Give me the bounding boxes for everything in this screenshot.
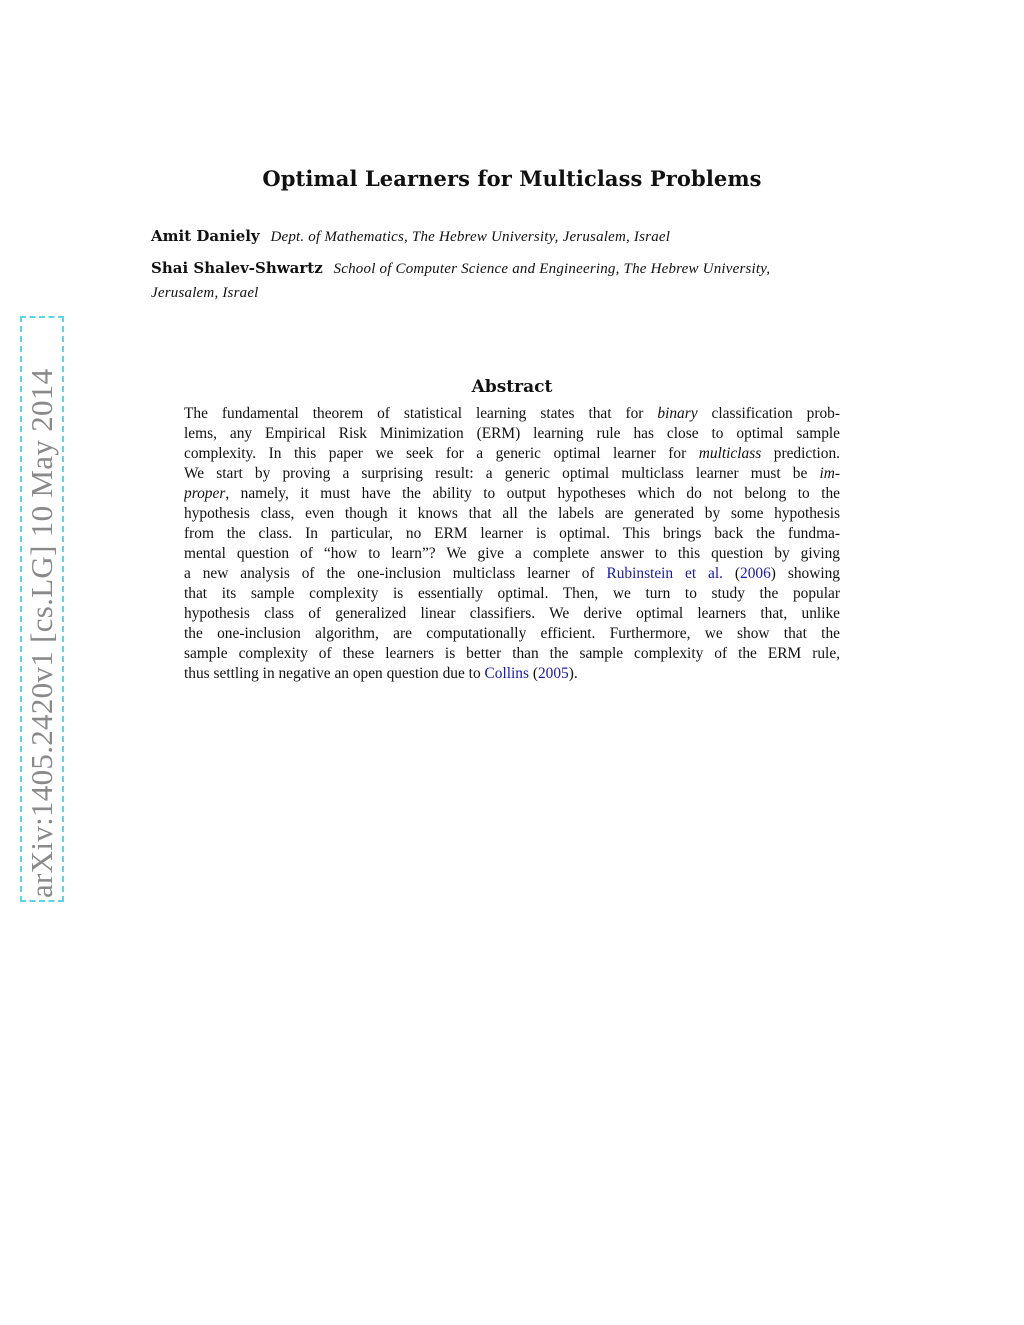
abstract-line: We start by proving a surprising result: a generic optimal multiclass learner must be im-: [184, 465, 840, 482]
abstract-heading: Abstract: [471, 377, 553, 397]
abstract-line: sample complexity of these learners is better than the sample complexity of the ERM rule,: [184, 645, 840, 662]
abstract-line: hypothesis class of generalized linear classifiers. We derive optimal learners that, unlike: [184, 605, 840, 622]
abstract-line: mental question of “how to learn”? We give a complete answer to this question by giving: [184, 545, 840, 562]
abstract-line: hypothesis class, even though it knows that all the labels are generated by some hypothesis: [184, 505, 840, 522]
paper-title: Optimal Learners for Multiclass Problems: [262, 166, 762, 191]
abstract-line: proper, namely, it must have the ability to output hypotheses which do not belong to the: [184, 485, 840, 502]
author-affiliation-continued: Jerusalem, Israel: [151, 285, 259, 301]
abstract-line: The fundamental theorem of statistical learning states that for binary classification prob-: [184, 405, 840, 422]
author-block-1: [151, 225, 881, 249]
abstract-line: complexity. In this paper we seek for a generic optimal learner for multiclass prediction.: [184, 445, 840, 462]
author-name: Amit Daniely: [151, 227, 260, 245]
abstract-line: thus settling in negative an open question due to Collins (2005).: [184, 665, 578, 682]
author-affiliation: School of Computer Science and Engineering, The Hebrew University,: [333, 261, 771, 277]
citation-link-rubinstein[interactable]: Rubinstein et al.: [606, 565, 723, 582]
citation-year-link-2006[interactable]: 2006: [740, 565, 771, 582]
abstract-line: from the class. In particular, no ERM learner is optimal. This brings back the fundma-: [184, 525, 840, 542]
author-name: Shai Shalev-Shwartz: [151, 259, 323, 277]
citation-link-collins[interactable]: Collins: [484, 665, 529, 682]
abstract-line: that its sample complexity is essentially optimal. Then, we turn to study the popular: [184, 585, 840, 602]
arxiv-stamp-text: arXiv:1405.2420v1 [cs.LG] 10 May 2014: [24, 368, 59, 898]
author-affiliation: Dept. of Mathematics, The Hebrew University, Jerusalem, Israel: [270, 229, 671, 245]
abstract-body: [184, 404, 840, 684]
abstract-line: a new analysis of the one-inclusion multiclass learner of Rubinstein et al. (2006) showing: [184, 565, 840, 582]
author-block-2: [151, 257, 881, 305]
abstract-line: lems, any Empirical Risk Minimization (ERM) learning rule has close to optimal sample: [184, 425, 840, 442]
abstract-line: the one-inclusion algorithm, are computationally efficient. Furthermore, we show that the: [184, 625, 840, 642]
citation-year-link-2005[interactable]: 2005: [537, 665, 569, 682]
